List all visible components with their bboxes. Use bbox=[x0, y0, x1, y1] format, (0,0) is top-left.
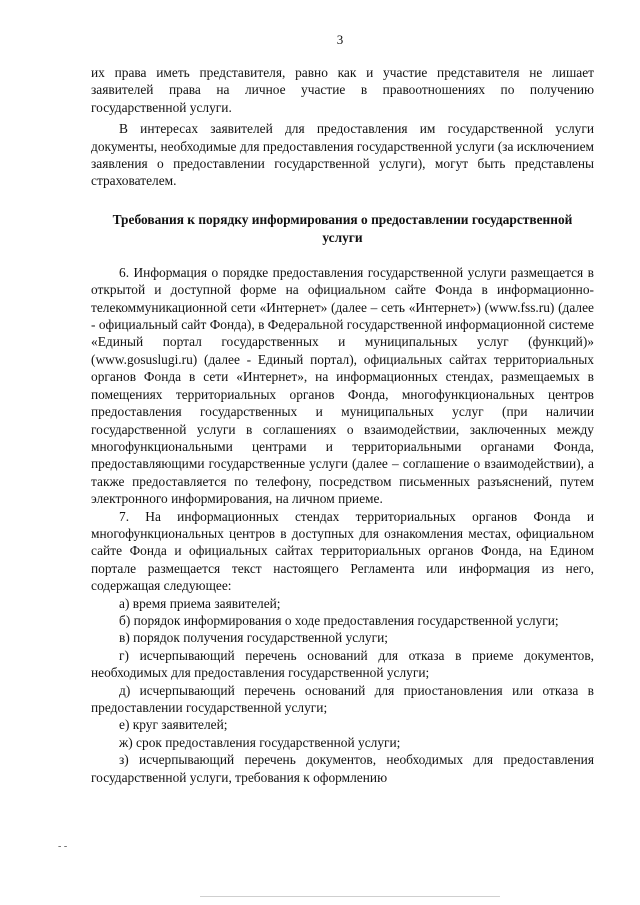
list-item-g: г) исчерпывающий перечень оснований для отказа в приеме документов, необходимых для предоставления государственной услуги; bbox=[91, 647, 594, 681]
list-item-zh: ж) срок предоставления государственной услуги; bbox=[119, 734, 401, 750]
list-item-v: в) порядок получения государственной услуги; bbox=[119, 630, 388, 646]
list-item-z: з) исчерпывающий перечень документов, необходимых для предоставления государственной услуги, требования к оформлению bbox=[91, 752, 594, 785]
paragraph-representatives: В интересах заявителей для предоставления им государственной услуги документы, необходимые для предоставления государственной услуги (за исключением заявления о предоставлении государственной услуги), могут быть представлены страхователем. bbox=[91, 121, 594, 189]
page-number: 3 bbox=[336, 32, 344, 47]
section-heading: Требования к порядку информирования о предоставлении государственной услуги bbox=[112, 211, 573, 245]
paragraph-continuation: их права иметь представителя, равно как и участие представителя не лишает заявителей права на личное участие в правоотношениях по получению государственной услуги. bbox=[91, 65, 594, 115]
document-body bbox=[91, 64, 594, 786]
list-item-e: е) круг заявителей; bbox=[119, 717, 228, 733]
list-item-b: б) порядок информирования о ходе предоставления государственной услуги; bbox=[119, 612, 559, 628]
margin-mark: - - bbox=[58, 841, 68, 852]
list-item-a: а) время приема заявителей; bbox=[119, 595, 281, 611]
paragraph-6: 6. Информация о порядке предоставления государственной услуги размещается в открытой и доступной форме на официальном сайте Фонда в информационно-телекоммуникационной сети «Интернет» (далее – сеть «Интернет») (www.fss.ru) (далее - официальный сайт Фонда), в Федеральной государственной информационной системе «Единый портал государственных и муниципальных услуг (функций)» (www.gosuslugi.ru) (далее - Единый портал), официальных сайтах территориальных органов Фонда в сети «Интернет», на информационных стендах, размещаемых в помещениях территориальных органов Фонда, многофункциональных центров предоставления государственных и муниципальных услуг (при наличии государственной услуги в соглашениях о взаимодействии, заключенных между многофункциональными центрами и территориальными органами Фонда, предоставляющими государственные услуги (далее – соглашение о взаимодействии), а также предоставляется по телефону, посредством письменных разъяснений, путем электронного информирования, на личном приеме. bbox=[91, 264, 594, 507]
scan-artifact-line bbox=[200, 896, 500, 897]
list-item-d: д) исчерпывающий перечень оснований для приостановления или отказа в предоставлении государственной услуги; bbox=[91, 682, 594, 715]
paragraph-7: 7. На информационных стендах территориальных органов Фонда и многофункциональных центров в доступных для ознакомления местах, официальном сайте Фонда и официальных сайтах территориальных органов Фонда, на Едином портале размещается текст настоящего Регламента или информация из него, содержащая следующее: bbox=[91, 508, 594, 594]
